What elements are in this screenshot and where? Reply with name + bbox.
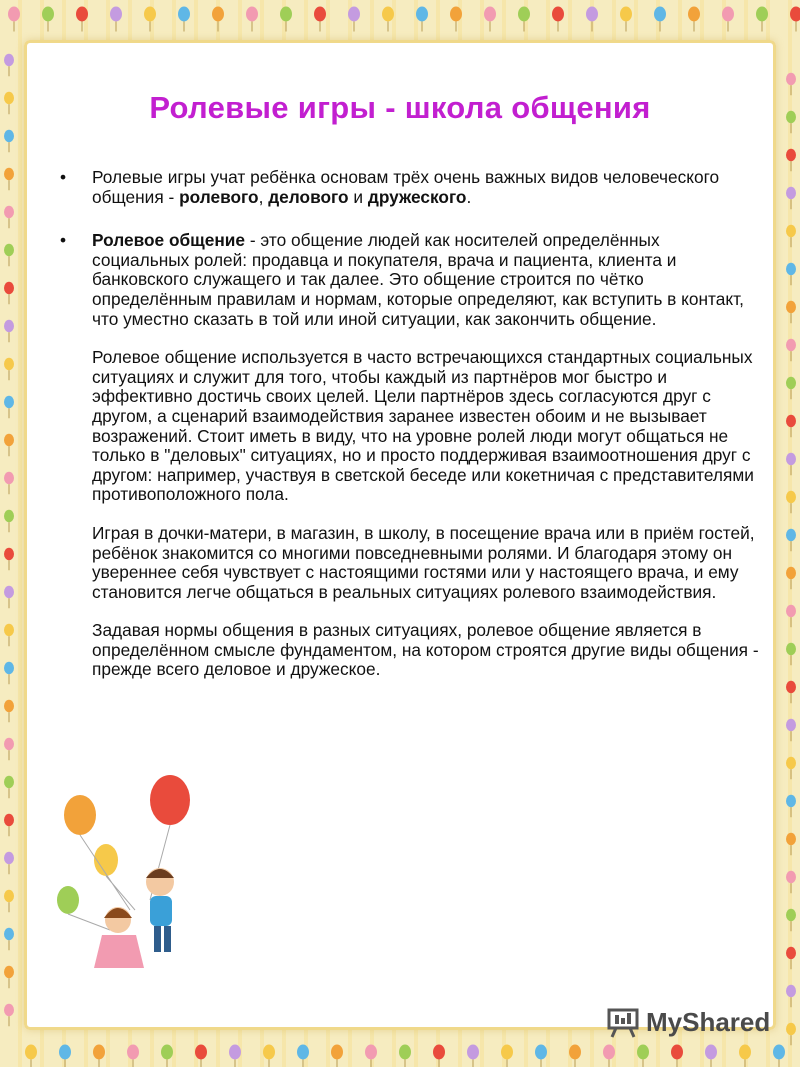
border-balloon-icon (144, 7, 156, 22)
border-balloon-icon (4, 510, 14, 523)
border-balloon-icon (433, 1045, 445, 1060)
border-balloon-icon (4, 624, 14, 637)
border-balloon-icon (195, 1045, 207, 1060)
watermark-text: MyShared (646, 1006, 771, 1037)
separator: и (348, 186, 368, 207)
border-balloon-icon (786, 605, 796, 618)
watermark-logo (606, 1005, 770, 1039)
term-role: ролевого (179, 186, 259, 207)
border-balloon-icon (620, 7, 632, 22)
border-balloon-icon (229, 1045, 241, 1060)
border-balloon-icon (4, 586, 14, 599)
border-balloon-icon (4, 814, 14, 827)
border-balloon-icon (416, 7, 428, 22)
border-balloon-icon (314, 7, 326, 22)
border-balloon-icon (786, 453, 796, 466)
border-balloon-icon (786, 947, 796, 960)
border-balloon-icon (786, 529, 796, 542)
balloon-icon (57, 886, 79, 914)
border-balloon-icon (4, 738, 14, 751)
border-balloon-icon (637, 1045, 649, 1060)
border-balloon-icon (552, 7, 564, 22)
border-balloon-icon (4, 206, 14, 219)
border-balloon-icon (4, 700, 14, 713)
border-balloon-icon (722, 7, 734, 22)
border-balloon-icon (603, 1045, 615, 1060)
separator: , (258, 186, 269, 207)
border-balloon-icon (4, 1004, 14, 1017)
slide-title: Ролевые игры - школа общения (149, 90, 651, 125)
border-balloon-icon (76, 7, 88, 22)
balloon-icon (150, 775, 190, 825)
border-balloon-icon (93, 1045, 105, 1060)
border-balloon-icon (4, 282, 14, 295)
border-balloon-icon (297, 1045, 309, 1060)
border-balloon-icon (535, 1045, 547, 1060)
border-balloon-icon (786, 263, 796, 276)
border-balloon-icon (4, 662, 14, 675)
border-balloon-icon (786, 567, 796, 580)
border-balloon-icon (246, 7, 258, 22)
border-balloon-icon (8, 7, 20, 22)
border-balloon-icon (786, 491, 796, 504)
border-balloon-icon (4, 548, 14, 561)
border-balloon-icon (365, 1045, 377, 1060)
term-friendly: дружеского (367, 186, 467, 207)
border-balloon-icon (42, 7, 54, 22)
border-balloon-icon (4, 130, 14, 143)
presentation-board-icon (606, 1005, 640, 1039)
border-balloon-icon (4, 472, 14, 485)
border-balloon-icon (484, 7, 496, 22)
border-balloon-icon (161, 1045, 173, 1060)
border-balloon-icon (348, 7, 360, 22)
border-balloon-icon (790, 7, 800, 22)
border-balloon-icon (4, 244, 14, 257)
border-balloon-icon (25, 1045, 37, 1060)
paragraph-1: Ролевое общение используется в часто встречающихся стандартных социальных ситуациях и служит для того, чтобы каждый из партнёров мог быстро и эффективно достичь своих целей. Цели партнёров здесь согласуются друг с другом, а сценарий взаимодействия заранее известен обоим и не вызывает возражений. Стоит иметь в виду, что на уровне ролей люди могут общаться не только в "деловых" ситуациях, но и просто поддерживая взаимоотношения друг с другом: например, участвуя в светской беседе или кокетничая с представителями противоположного пола. (92, 347, 754, 505)
sentence-end: . (466, 186, 472, 207)
border-balloon-icon (739, 1045, 751, 1060)
balloon-icon (94, 844, 118, 876)
border-balloon-icon (786, 681, 796, 694)
border-balloon-icon (671, 1045, 683, 1060)
border-balloon-icon (786, 377, 796, 390)
border-balloon-icon (280, 7, 292, 22)
border-balloon-icon (786, 187, 796, 200)
border-balloon-icon (110, 7, 122, 22)
border-balloon-icon (382, 7, 394, 22)
border-balloon-icon (59, 1045, 71, 1060)
term-business: делового (268, 186, 349, 207)
border-balloon-icon (4, 966, 14, 979)
border-balloon-icon (786, 149, 796, 162)
border-balloon-icon (786, 1023, 796, 1036)
bullet-point: • (60, 230, 67, 251)
bullet-item-1 (60, 168, 760, 207)
border-balloon-icon (756, 7, 768, 22)
border-balloon-icon (688, 7, 700, 22)
border-balloon-icon (786, 757, 796, 770)
border-balloon-icon (467, 1045, 479, 1060)
border-balloon-icon (4, 434, 14, 447)
bullet-item-2 (60, 231, 760, 329)
border-balloon-icon (4, 168, 14, 181)
border-balloon-icon (4, 320, 14, 333)
border-balloon-icon (4, 776, 14, 789)
term-role-communication: Ролевое общение (92, 230, 246, 251)
border-balloon-icon (4, 396, 14, 409)
border-balloon-icon (786, 871, 796, 884)
border-balloon-icon (586, 7, 598, 22)
border-balloon-icon (4, 852, 14, 865)
balloon-icon (64, 795, 96, 835)
border-balloon-icon (786, 415, 796, 428)
border-balloon-icon (518, 7, 530, 22)
border-balloon-icon (705, 1045, 717, 1060)
border-balloon-icon (773, 1045, 785, 1060)
border-balloon-icon (786, 909, 796, 922)
girl-dress (94, 935, 144, 968)
border-balloon-icon (786, 225, 796, 238)
border-balloon-icon (399, 1045, 411, 1060)
border-balloon-icon (786, 719, 796, 732)
border-balloon-icon (4, 890, 14, 903)
border-balloon-icon (786, 795, 796, 808)
border-balloon-icon (127, 1045, 139, 1060)
border-balloon-icon (786, 833, 796, 846)
border-balloon-icon (4, 358, 14, 371)
bullet1-text: Ролевые игры учат ребёнка основам трёх очень важных видов человеческого общения - (92, 167, 720, 207)
border-balloon-icon (786, 643, 796, 656)
children-with-balloons-illustration (40, 770, 210, 980)
border-balloon-icon (212, 7, 224, 22)
paragraph-3: Задавая нормы общения в разных ситуациях, ролевое общение является в определённом смысле фундаментом, на котором строятся другие виды общения - прежде всего деловое и дружеское. (92, 620, 759, 680)
border-balloon-icon (569, 1045, 581, 1060)
border-balloon-icon (654, 7, 666, 22)
border-balloon-icon (786, 339, 796, 352)
slide-content (60, 168, 760, 699)
border-balloon-icon (786, 985, 796, 998)
border-balloon-icon (501, 1045, 513, 1060)
bullet-point: • (60, 167, 67, 187)
boy-shirt (150, 896, 172, 926)
border-balloon-icon (786, 73, 796, 86)
paragraph-2: Играя в дочки-матери, в магазин, в школу, в посещение врача или в приём гостей, ребёнок знакомится со многими повседневными ролями. И благодаря этому он увереннее себя чувствует с настоящими гостями или у настоящего врача, и ему становится легче общаться в реальных ситуациях ролевого взаимодействия. (92, 522, 755, 602)
border-balloon-icon (263, 1045, 275, 1060)
border-balloon-icon (786, 301, 796, 314)
border-balloon-icon (4, 54, 14, 67)
border-balloon-icon (178, 7, 190, 22)
border-balloon-icon (331, 1045, 343, 1060)
border-balloon-icon (4, 928, 14, 941)
border-balloon-icon (450, 7, 462, 22)
bullet2-text: - это общение людей как носителей определённых социальных ролей: продавца и покупателя, врача и пациента, клиента и банковского служащего и так далее. Это общение строится по чётко определённым правилам и нормам, которые определяют, как вступить в контакт, что уместно сказать в той или иной ситуации, как закончить общение. (92, 230, 744, 329)
